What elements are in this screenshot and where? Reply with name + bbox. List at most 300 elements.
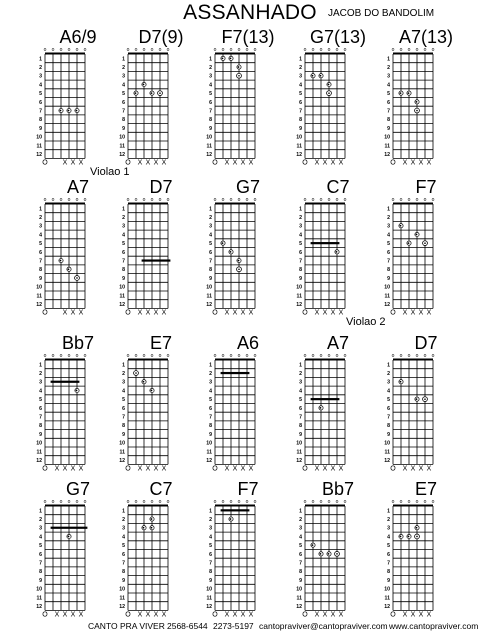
- muted-string-marker: X: [338, 159, 344, 167]
- fret-number: 8: [299, 569, 302, 576]
- fret-number: 2: [122, 64, 125, 71]
- muted-string-marker: X: [248, 159, 254, 167]
- fret-number: 3: [299, 525, 302, 532]
- fret-number: 9: [299, 431, 302, 438]
- muted-string-marker: X: [224, 159, 230, 167]
- finger-dot-core: [135, 92, 137, 94]
- string-top-marker: o: [319, 47, 323, 53]
- fretboard-svg: [381, 174, 471, 317]
- string-top-marker: o: [75, 47, 79, 53]
- fret-number: 1: [299, 56, 302, 63]
- finger-dot-core: [68, 536, 70, 538]
- muted-string-marker: X: [338, 309, 344, 317]
- string-top-marker: o: [126, 353, 130, 359]
- fret-number: 2: [209, 64, 212, 71]
- fret-number: 2: [299, 516, 302, 523]
- fret-number: 6: [209, 405, 212, 412]
- fret-number: 9: [387, 125, 390, 132]
- fret-number: 9: [122, 431, 125, 438]
- muted-string-marker: X: [314, 465, 320, 473]
- string-top-marker: o: [431, 197, 435, 203]
- fretboard-svg: [203, 174, 293, 317]
- chord-name: D7: [414, 333, 438, 353]
- muted-string-marker: X: [402, 465, 408, 473]
- muted-string-marker: X: [232, 465, 238, 473]
- string-top-marker: o: [415, 47, 419, 53]
- finger-dot-core: [151, 527, 153, 529]
- fret-number: 12: [119, 603, 125, 610]
- fret-number: 10: [206, 586, 212, 593]
- muted-string-marker: X: [402, 309, 408, 317]
- string-top-marker: o: [423, 353, 427, 359]
- fretboard-svg: [293, 24, 383, 167]
- muted-string-marker: X: [78, 159, 84, 167]
- fret-number: 8: [387, 267, 390, 274]
- fret-number: 5: [387, 241, 390, 248]
- fret-number: 3: [39, 379, 42, 386]
- fret-number: 9: [299, 275, 302, 282]
- string-top-marker: o: [327, 47, 331, 53]
- fret-number: 4: [209, 82, 212, 89]
- fret-number: 10: [384, 284, 390, 291]
- fret-number: 6: [122, 551, 125, 558]
- finger-dot-core: [230, 518, 232, 520]
- fret-number: 9: [39, 275, 42, 282]
- fret-number: 3: [39, 223, 42, 230]
- fret-number: 1: [387, 206, 390, 213]
- string-top-marker: o: [237, 197, 241, 203]
- string-top-marker: o: [423, 197, 427, 203]
- muted-string-marker: X: [410, 611, 416, 619]
- finger-dot-core: [222, 242, 224, 244]
- fret-number: 7: [39, 258, 42, 265]
- string-top-marker: o: [59, 197, 63, 203]
- finger-dot-core: [151, 92, 153, 94]
- fret-number: 3: [387, 73, 390, 80]
- string-top-marker: o: [166, 353, 170, 359]
- fret-number: 4: [299, 82, 302, 89]
- finger-dot-core: [230, 251, 232, 253]
- fretboard-svg: [381, 476, 471, 619]
- muted-string-marker: X: [322, 465, 328, 473]
- fret-number: 9: [299, 125, 302, 132]
- fret-number: 5: [299, 397, 302, 404]
- muted-string-marker: X: [161, 309, 167, 317]
- fret-number: 5: [39, 543, 42, 550]
- fret-number: 9: [122, 125, 125, 132]
- fret-number: 6: [299, 99, 302, 106]
- chord-diagram: [203, 476, 293, 619]
- chord-diagram: [116, 174, 206, 317]
- fret-number: 6: [209, 551, 212, 558]
- open-string-marker: O: [302, 611, 308, 619]
- fret-number: 10: [119, 134, 125, 141]
- fret-number: 4: [122, 388, 125, 395]
- muted-string-marker: X: [62, 309, 68, 317]
- muted-string-marker: X: [153, 611, 159, 619]
- chord-name: Bb7: [61, 333, 95, 353]
- muted-string-marker: X: [418, 611, 424, 619]
- fret-number: 7: [299, 258, 302, 265]
- string-top-marker: o: [134, 197, 138, 203]
- muted-string-marker: X: [137, 309, 143, 317]
- finger-dot-core: [60, 110, 62, 112]
- string-top-marker: o: [237, 47, 241, 53]
- fret-number: 2: [122, 214, 125, 221]
- muted-string-marker: X: [314, 309, 320, 317]
- fret-number: 11: [206, 449, 212, 456]
- open-string-marker: O: [390, 611, 396, 619]
- string-top-marker: o: [335, 47, 339, 53]
- fret-number: 11: [296, 595, 302, 602]
- finger-dot-core: [408, 536, 410, 538]
- finger-dot-core: [400, 381, 402, 383]
- finger-dot-core: [416, 527, 418, 529]
- chord-name: A6/9: [59, 27, 97, 47]
- muted-string-marker: X: [224, 465, 230, 473]
- string-top-marker: o: [431, 47, 435, 53]
- fret-number: 12: [384, 151, 390, 158]
- barre-bar: [221, 509, 250, 511]
- fret-number: 5: [209, 543, 212, 550]
- fret-number: 2: [39, 214, 42, 221]
- muted-string-marker: X: [322, 309, 328, 317]
- string-top-marker: o: [303, 197, 307, 203]
- fret-number: 2: [39, 516, 42, 523]
- muted-string-marker: X: [240, 159, 246, 167]
- string-top-marker: o: [399, 47, 403, 53]
- string-top-marker: o: [407, 47, 411, 53]
- string-top-marker: o: [51, 353, 55, 359]
- fret-number: 5: [299, 91, 302, 98]
- muted-string-marker: X: [70, 465, 76, 473]
- fret-number: 4: [299, 388, 302, 395]
- chord-name: E7: [149, 333, 173, 353]
- string-top-marker: o: [142, 197, 146, 203]
- chord-diagram: [203, 330, 293, 473]
- string-top-marker: o: [327, 197, 331, 203]
- string-top-marker: o: [407, 197, 411, 203]
- fret-number: 10: [206, 284, 212, 291]
- fret-number: 6: [299, 405, 302, 412]
- muted-string-marker: X: [402, 159, 408, 167]
- fret-number: 5: [387, 543, 390, 550]
- fret-number: 8: [209, 267, 212, 274]
- footer-phone-1: 2568-6544: [167, 621, 208, 631]
- fret-number: 1: [122, 508, 125, 515]
- fret-number: 5: [209, 241, 212, 248]
- barre-bar: [51, 381, 80, 383]
- fret-number: 11: [384, 595, 390, 602]
- open-string-marker: O: [390, 465, 396, 473]
- string-top-marker: o: [142, 47, 146, 53]
- fret-number: 3: [122, 223, 125, 230]
- fret-number: 5: [209, 91, 212, 98]
- fret-number: 5: [387, 91, 390, 98]
- finger-dot-core: [320, 407, 322, 409]
- fret-number: 3: [299, 379, 302, 386]
- string-top-marker: o: [221, 197, 225, 203]
- finger-ring-center: [159, 92, 161, 94]
- fretboard-svg: [116, 476, 206, 619]
- fret-number: 11: [206, 595, 212, 602]
- finger-dot-core: [143, 381, 145, 383]
- fret-number: 6: [387, 405, 390, 412]
- fret-number: 8: [299, 117, 302, 124]
- fret-number: 10: [384, 440, 390, 447]
- string-top-marker: o: [237, 353, 241, 359]
- string-top-marker: o: [134, 47, 138, 53]
- chord-diagram: [116, 476, 206, 619]
- fret-number: 4: [299, 232, 302, 239]
- string-top-marker: o: [311, 47, 315, 53]
- fret-number: 4: [209, 232, 212, 239]
- fret-number: 12: [384, 603, 390, 610]
- chord-diagram: [33, 174, 123, 317]
- muted-string-marker: X: [62, 611, 68, 619]
- fret-number: 5: [299, 543, 302, 550]
- muted-string-marker: X: [338, 611, 344, 619]
- footer-website[interactable]: www.cantopraviver.com: [389, 621, 479, 631]
- muted-string-marker: X: [418, 159, 424, 167]
- finger-dot-core: [408, 242, 410, 244]
- fret-number: 7: [39, 560, 42, 567]
- fret-number: 11: [36, 293, 42, 300]
- fretboard-svg: [203, 330, 293, 473]
- fret-number: 7: [299, 414, 302, 421]
- string-top-marker: o: [431, 353, 435, 359]
- string-top-marker: o: [343, 47, 347, 53]
- string-top-marker: o: [391, 47, 395, 53]
- string-top-marker: o: [221, 499, 225, 505]
- chord-diagram: [381, 174, 471, 317]
- fret-number: 6: [387, 249, 390, 256]
- chord-name: E7: [414, 479, 438, 499]
- fretboard-svg: [33, 174, 123, 317]
- fret-number: 1: [387, 56, 390, 63]
- string-top-marker: o: [335, 197, 339, 203]
- string-top-marker: o: [67, 197, 71, 203]
- fret-number: 2: [39, 370, 42, 377]
- chord-diagram: [293, 476, 383, 619]
- muted-string-marker: X: [224, 309, 230, 317]
- fret-number: 6: [122, 405, 125, 412]
- muted-string-marker: X: [54, 465, 60, 473]
- string-top-marker: o: [407, 499, 411, 505]
- muted-string-marker: X: [240, 611, 246, 619]
- string-top-marker: o: [67, 499, 71, 505]
- fretboard-svg: [116, 330, 206, 473]
- fret-number: 10: [296, 284, 302, 291]
- string-top-marker: o: [43, 47, 47, 53]
- fret-number: 5: [122, 241, 125, 248]
- muted-string-marker: X: [426, 465, 432, 473]
- string-top-marker: o: [415, 353, 419, 359]
- string-top-marker: o: [327, 353, 331, 359]
- fret-number: 7: [122, 414, 125, 421]
- fret-number: 12: [206, 603, 212, 610]
- fret-number: 8: [209, 117, 212, 124]
- string-top-marker: o: [67, 353, 71, 359]
- fret-number: 11: [119, 595, 125, 602]
- string-top-marker: o: [134, 353, 138, 359]
- fret-number: 10: [206, 440, 212, 447]
- muted-string-marker: X: [161, 465, 167, 473]
- string-top-marker: o: [43, 353, 47, 359]
- fret-number: 2: [387, 214, 390, 221]
- finger-ring-center: [416, 110, 418, 112]
- string-top-marker: o: [253, 353, 257, 359]
- fret-number: 3: [387, 223, 390, 230]
- finger-dot-core: [328, 84, 330, 86]
- muted-string-marker: X: [248, 309, 254, 317]
- finger-dot-core: [408, 92, 410, 94]
- footer-email[interactable]: cantopraviver@cantopraviver.com: [259, 621, 388, 631]
- chord-name: A7: [326, 333, 350, 353]
- chord-name: G7(13): [309, 27, 367, 47]
- fret-number: 2: [39, 64, 42, 71]
- fret-number: 8: [387, 423, 390, 430]
- string-top-marker: o: [213, 499, 217, 505]
- fret-number: 10: [36, 440, 42, 447]
- finger-dot-core: [76, 110, 78, 112]
- muted-string-marker: X: [145, 309, 151, 317]
- fret-number: 2: [299, 64, 302, 71]
- chord-diagram: [381, 330, 471, 473]
- muted-string-marker: X: [426, 159, 432, 167]
- fret-number: 12: [296, 603, 302, 610]
- muted-string-marker: X: [70, 309, 76, 317]
- fret-number: 8: [122, 117, 125, 124]
- finger-dot-core: [416, 234, 418, 236]
- fret-number: 1: [299, 206, 302, 213]
- fret-number: 10: [119, 284, 125, 291]
- finger-ring-center: [424, 242, 426, 244]
- fret-number: 6: [209, 99, 212, 106]
- muted-string-marker: X: [137, 159, 143, 167]
- fret-number: 11: [296, 293, 302, 300]
- muted-string-marker: X: [248, 611, 254, 619]
- string-top-marker: o: [150, 47, 154, 53]
- muted-string-marker: X: [322, 611, 328, 619]
- finger-dot-core: [320, 75, 322, 77]
- fret-number: 5: [39, 91, 42, 98]
- string-top-marker: o: [311, 499, 315, 505]
- string-top-marker: o: [245, 197, 249, 203]
- fret-number: 1: [387, 362, 390, 369]
- fret-number: 9: [39, 577, 42, 584]
- chord-name: Bb7: [321, 479, 355, 499]
- string-top-marker: o: [319, 197, 323, 203]
- finger-dot-core: [143, 84, 145, 86]
- string-top-marker: o: [221, 47, 225, 53]
- fret-number: 4: [39, 232, 42, 239]
- fret-number: 8: [39, 117, 42, 124]
- fret-number: 3: [299, 223, 302, 230]
- open-string-marker: O: [125, 611, 131, 619]
- fret-number: 1: [39, 56, 42, 63]
- finger-dot-core: [328, 553, 330, 555]
- string-top-marker: o: [166, 197, 170, 203]
- chord-diagram: [33, 330, 123, 473]
- fret-number: 12: [206, 457, 212, 464]
- string-top-marker: o: [126, 499, 130, 505]
- fret-number: 1: [299, 362, 302, 369]
- fret-number: 6: [39, 405, 42, 412]
- fret-number: 9: [209, 577, 212, 584]
- string-top-marker: o: [245, 47, 249, 53]
- barre-bar: [311, 242, 340, 244]
- fret-number: 12: [206, 151, 212, 158]
- string-top-marker: o: [51, 499, 55, 505]
- string-top-marker: o: [343, 197, 347, 203]
- string-top-marker: o: [59, 499, 63, 505]
- string-top-marker: o: [83, 353, 87, 359]
- finger-dot-core: [320, 553, 322, 555]
- fret-number: 1: [122, 56, 125, 63]
- fretboard-svg: [33, 24, 123, 167]
- fret-number: 2: [122, 516, 125, 523]
- fret-number: 8: [387, 569, 390, 576]
- fret-number: 3: [39, 73, 42, 80]
- fret-number: 1: [39, 362, 42, 369]
- fret-number: 8: [209, 423, 212, 430]
- chord-name: D7(9): [138, 27, 184, 47]
- muted-string-marker: X: [410, 465, 416, 473]
- fret-number: 4: [387, 82, 390, 89]
- fret-number: 11: [206, 143, 212, 150]
- fret-number: 10: [36, 134, 42, 141]
- section-label-violao-2: Violao 2: [346, 316, 386, 328]
- fret-number: 11: [119, 143, 125, 150]
- finger-dot-core: [60, 260, 62, 262]
- fret-number: 9: [209, 275, 212, 282]
- fret-number: 11: [36, 595, 42, 602]
- fret-number: 10: [206, 134, 212, 141]
- fret-number: 1: [209, 56, 212, 63]
- fret-number: 6: [299, 249, 302, 256]
- muted-string-marker: X: [426, 611, 432, 619]
- string-top-marker: o: [158, 499, 162, 505]
- string-top-marker: o: [150, 197, 154, 203]
- fret-number: 9: [209, 125, 212, 132]
- fret-number: 8: [299, 423, 302, 430]
- muted-string-marker: X: [70, 611, 76, 619]
- muted-string-marker: X: [62, 465, 68, 473]
- string-top-marker: o: [399, 197, 403, 203]
- fret-number: 3: [209, 73, 212, 80]
- fret-number: 5: [387, 397, 390, 404]
- fret-number: 11: [36, 449, 42, 456]
- string-top-marker: o: [83, 197, 87, 203]
- fret-number: 6: [39, 99, 42, 106]
- fret-number: 7: [299, 560, 302, 567]
- fret-number: 1: [209, 362, 212, 369]
- fret-number: 11: [296, 449, 302, 456]
- muted-string-marker: X: [78, 465, 84, 473]
- string-top-marker: o: [43, 499, 47, 505]
- string-top-marker: o: [245, 353, 249, 359]
- open-string-marker: O: [42, 159, 48, 167]
- string-top-marker: o: [343, 353, 347, 359]
- muted-string-marker: X: [153, 465, 159, 473]
- chord-diagram: [203, 174, 293, 317]
- string-top-marker: o: [311, 353, 315, 359]
- fret-number: 7: [122, 560, 125, 567]
- string-top-marker: o: [391, 197, 395, 203]
- string-top-marker: o: [229, 499, 233, 505]
- fret-number: 2: [209, 370, 212, 377]
